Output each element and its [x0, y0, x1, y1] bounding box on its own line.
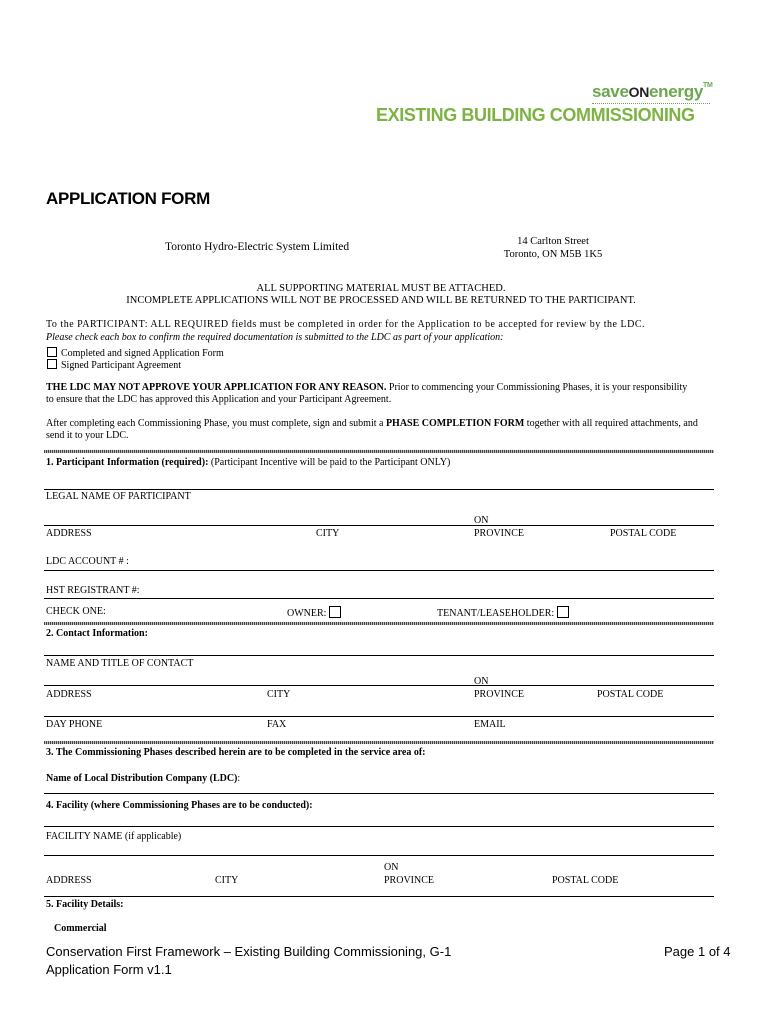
logo-underline — [592, 103, 710, 104]
facility-city-field[interactable]: CITY — [215, 875, 239, 886]
participant-address-field[interactable]: ADDRESS — [46, 528, 92, 539]
notice-line-2: INCOMPLETE APPLICATIONS WILL NOT BE PROCESSED AND WILL BE RETURNED TO THE PARTICIPANT. — [126, 295, 636, 306]
form-title: APPLICATION FORM — [46, 189, 210, 208]
ldc-warning: THE LDC MAY NOT APPROVE YOUR APPLICATION FOR ANY REASON. Prior to commencing your Commissioning Phases, it is your responsibility to ensure that the LDC has approved this Application and your Participant Agreement. — [46, 382, 688, 405]
checklist-item-application-form[interactable]: Completed and signed Application Form — [47, 347, 224, 360]
rule — [44, 598, 714, 599]
rule — [44, 793, 714, 794]
owner-checkbox[interactable] — [329, 606, 341, 618]
facility-province-field[interactable]: PROVINCE — [384, 875, 435, 886]
section-5-title: 5. Facility Details: — [46, 899, 124, 910]
day-phone-field[interactable]: DAY PHONE — [46, 719, 103, 730]
rule — [44, 570, 714, 571]
section-3-title: 3. The Commissioning Phases described herein are to be completed in the service area of: — [46, 747, 426, 758]
fax-field[interactable]: FAX — [267, 719, 287, 730]
contact-postal-code-field[interactable]: POSTAL CODE — [597, 689, 664, 700]
rule — [44, 716, 714, 717]
legal-name-field[interactable]: LEGAL NAME OF PARTICIPANT — [46, 491, 191, 502]
ldc-address — [490, 235, 616, 261]
contact-name-title-field[interactable]: NAME AND TITLE OF CONTACT — [46, 658, 194, 669]
rule — [44, 855, 714, 856]
contact-province-field[interactable]: PROVINCE — [474, 689, 525, 700]
commercial-label: Commercial — [54, 923, 107, 934]
facility-address-field[interactable]: ADDRESS — [46, 875, 92, 886]
rule — [44, 525, 714, 526]
rule — [44, 655, 714, 656]
footer-doc-version: Application Form v1.1 — [46, 962, 172, 977]
checkbox-participant-agreement[interactable] — [47, 359, 57, 369]
rule — [44, 489, 714, 490]
saveonenergy-logo: saveONenergy™ — [592, 82, 713, 101]
checklist-item-participant-agreement[interactable]: Signed Participant Agreement — [47, 359, 181, 372]
program-title: EXISTING BUILDING COMMISSIONING — [376, 105, 695, 125]
section-divider — [44, 450, 714, 453]
ldc-account-field[interactable]: LDC ACCOUNT # : — [46, 556, 129, 567]
participant-province-field[interactable]: PROVINCE — [474, 528, 525, 539]
participant-city-field[interactable]: CITY — [316, 528, 340, 539]
rule — [44, 826, 714, 827]
section-4-title: 4. Facility (where Commissioning Phases are to be conducted): — [46, 800, 313, 811]
after-completion-text: After completing each Commissioning Phase, you must complete, sign and submit a PHASE COMPLETION FORM together with all required attachments, and send it to your LDC. — [46, 418, 698, 441]
tenant-checkbox[interactable] — [557, 606, 569, 618]
checkbox-application-form[interactable] — [47, 347, 57, 357]
notice-line-1: ALL SUPPORTING MATERIAL MUST BE ATTACHED. — [256, 283, 506, 294]
participant-postal-code-field[interactable]: POSTAL CODE — [610, 528, 677, 539]
ldc-street: 14 Carlton Street — [517, 236, 589, 247]
rule — [44, 685, 714, 686]
check-instruction: Please check each box to confirm the required documentation is submitted to the LDC as part of your application: — [46, 332, 504, 343]
facility-postal-code-field[interactable]: POSTAL CODE — [552, 875, 619, 886]
email-field[interactable]: EMAIL — [474, 719, 506, 730]
page-number: Page 1 of 4 — [664, 944, 731, 959]
section-divider — [44, 741, 714, 744]
check-one-label: CHECK ONE: — [46, 606, 106, 617]
ldc-name: Toronto Hydro-Electric System Limited — [165, 241, 350, 253]
hst-registrant-field[interactable]: HST REGISTRANT #: — [46, 585, 140, 596]
document-footer — [46, 943, 451, 979]
rule — [44, 896, 714, 897]
contact-province-value: ON — [474, 676, 489, 687]
ldc-city: Toronto, ON M5B 1K5 — [503, 249, 603, 260]
section-1-title: 1. Participant Information (required): (Participant Incentive will be paid to the Participant ONLY) — [46, 457, 451, 468]
facility-province-value: ON — [384, 862, 399, 873]
contact-city-field[interactable]: CITY — [267, 689, 291, 700]
to-participant-text: To the PARTICIPANT: ALL REQUIRED fields must be completed in order for the Application to be accepted for review by the LDC. — [46, 319, 645, 330]
participant-province-value: ON — [474, 515, 489, 526]
footer-doc-title: Conservation First Framework – Existing Building Commissioning, G-1 — [46, 944, 452, 959]
owner-option[interactable]: OWNER: — [287, 606, 341, 619]
section-2-title: 2. Contact Information: — [46, 628, 148, 639]
facility-name-field[interactable]: FACILITY NAME (if applicable) — [46, 831, 182, 842]
contact-address-field[interactable]: ADDRESS — [46, 689, 92, 700]
ldc-name-field[interactable]: Name of Local Distribution Company (LDC): — [46, 773, 241, 784]
tenant-option[interactable]: TENANT/LEASEHOLDER: — [437, 606, 569, 619]
section-divider — [44, 622, 714, 625]
